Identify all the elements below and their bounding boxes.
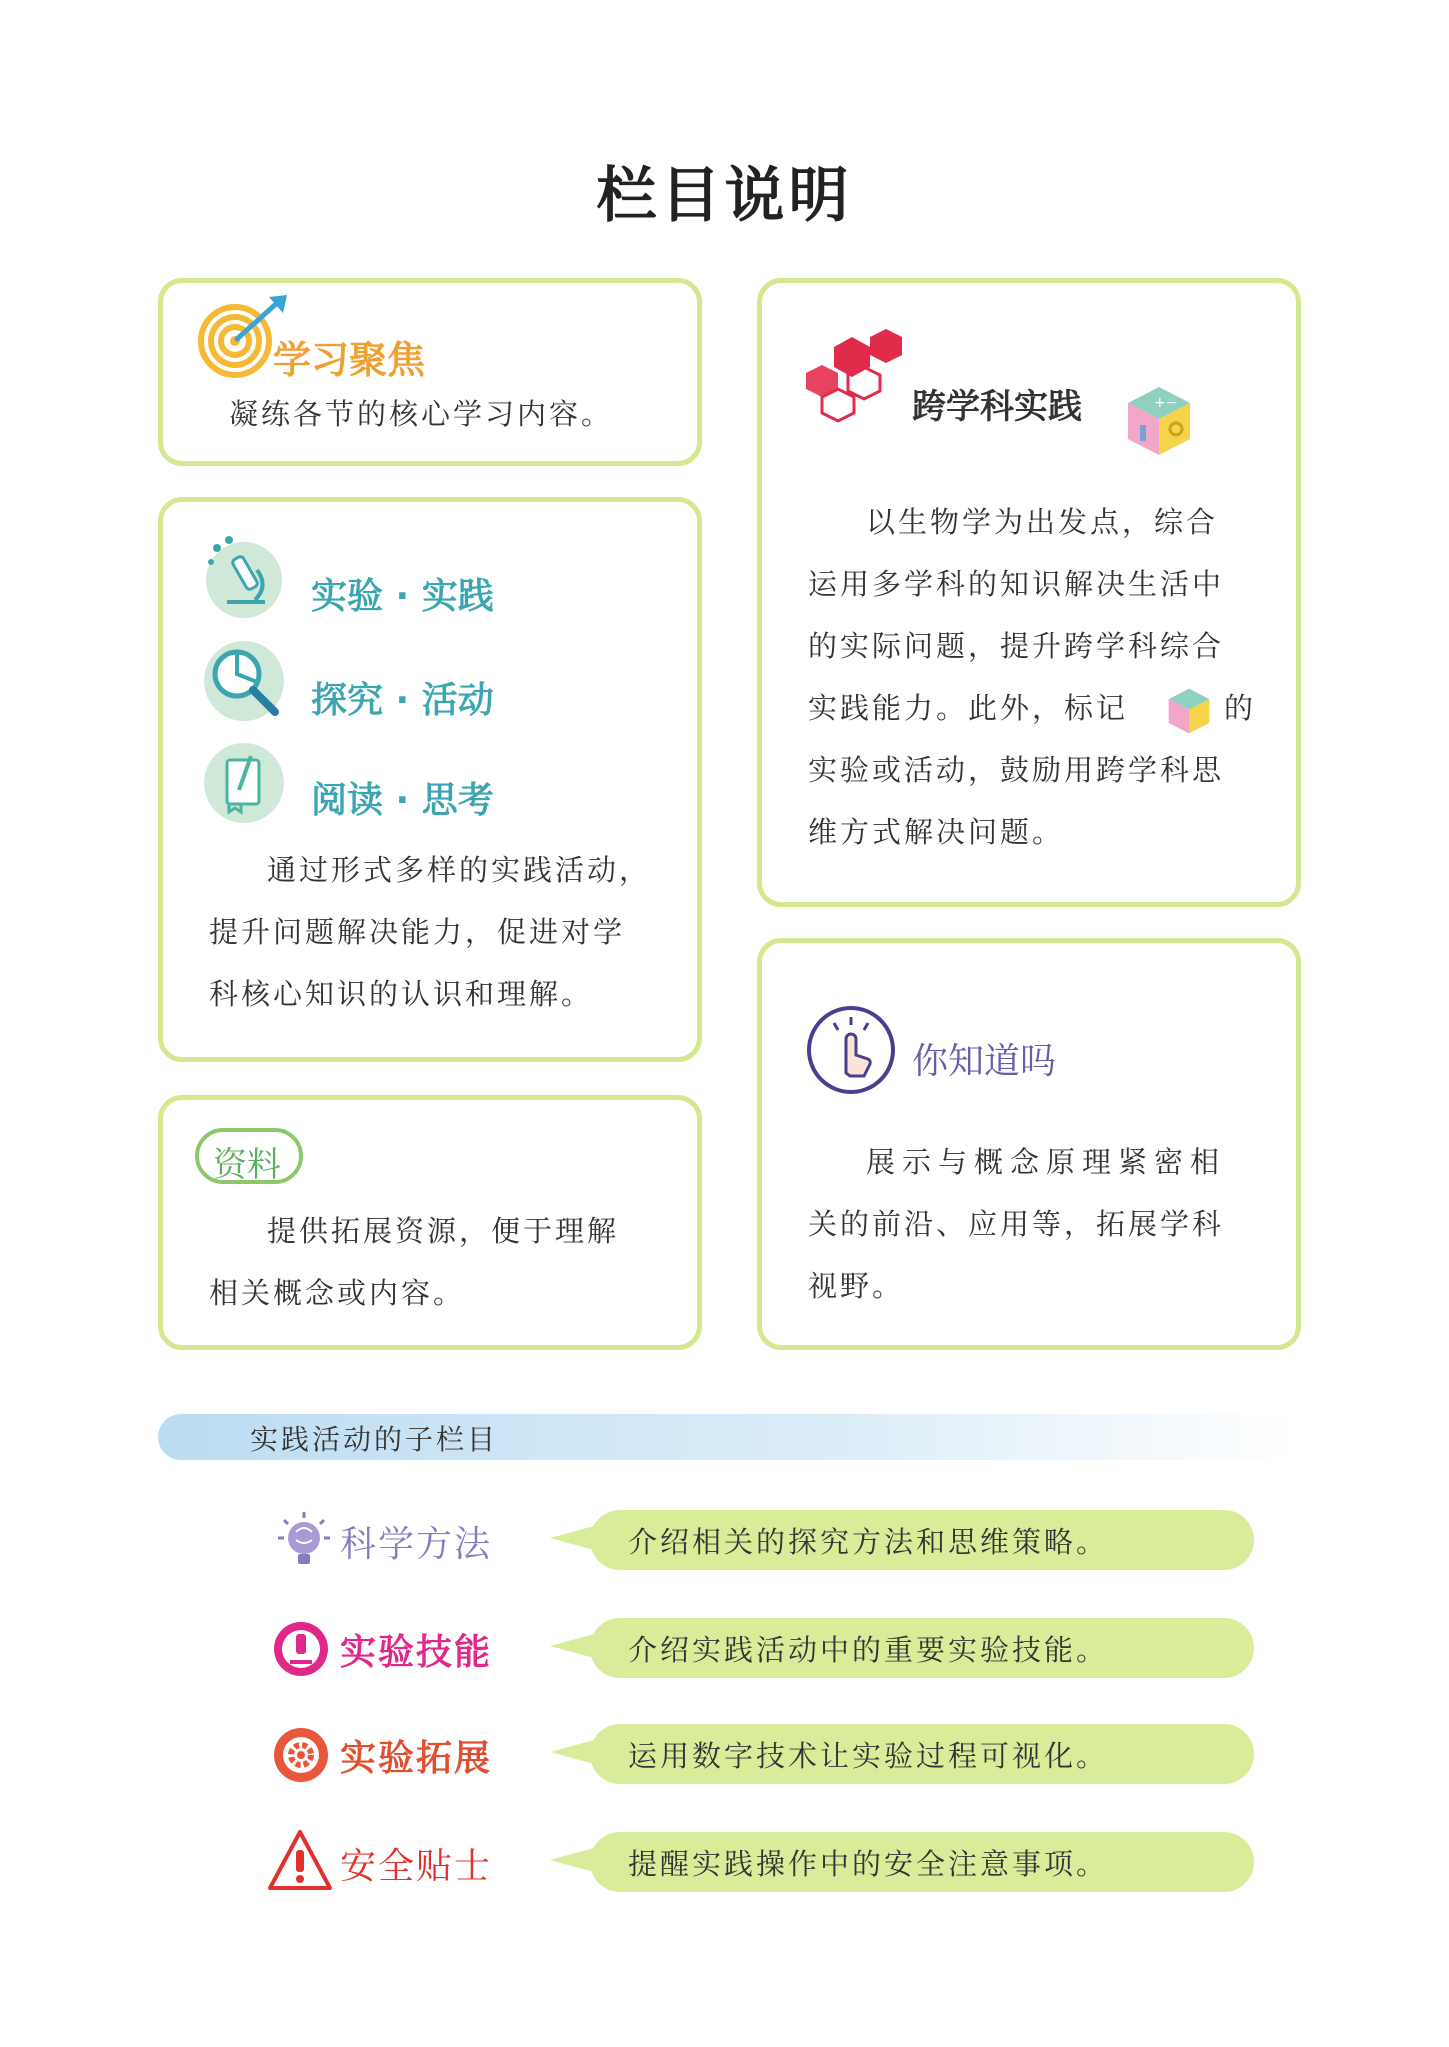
sub-bubble-safety (590, 1832, 1254, 1892)
focus-text: 凝练各节的核心学习内容。 (229, 397, 614, 431)
cross-card (757, 278, 1301, 907)
svg-text:+−: +− (1154, 395, 1178, 411)
sub-bubble-extend (590, 1724, 1254, 1784)
sub-item-method (260, 1510, 1260, 1574)
sub-label-safety: 安全贴士 (340, 1846, 493, 1887)
know-text-3: 视野。 (808, 1269, 905, 1303)
sub-bubble-method (590, 1510, 1254, 1570)
warning-icon (266, 1828, 334, 1892)
material-card (158, 1095, 702, 1350)
know-text-2: 关的前沿、应用等，拓展学科 (808, 1207, 1225, 1241)
focus-heading: 学习聚焦 (273, 338, 426, 382)
sub-item-safety (260, 1832, 1260, 1896)
sub-desc-skill: 介绍实践活动中的重要实验技能。 (628, 1633, 1109, 1667)
book-pen-icon (199, 738, 289, 828)
sub-desc-method: 介绍相关的探究方法和思维策略。 (628, 1525, 1109, 1559)
know-heading: 你知道吗 (912, 1041, 1057, 1082)
know-text-1: 展示与概念原理紧密相 (866, 1145, 1227, 1179)
practice-text-1: 通过形式多样的实践活动， (267, 853, 652, 887)
practice-text-3: 科核心知识的认识和理解。 (209, 977, 594, 1011)
pointer-hand-icon (804, 1003, 898, 1097)
material-badge (195, 1128, 303, 1184)
sub-label-method: 科学方法 (340, 1524, 493, 1565)
practice-text-2: 提升问题解决能力，促进对学 (209, 915, 626, 949)
cross-text-2: 运用多学科的知识解决生活中 (808, 567, 1225, 601)
cross-text-6: 维方式解决问题。 (808, 815, 1065, 849)
practice-item-3: 阅读 · 思考 (311, 780, 494, 821)
sub-label-skill: 实验技能 (340, 1632, 493, 1673)
sub-bubble-skill (590, 1618, 1254, 1678)
hexagon-icon (804, 327, 914, 427)
focus-card (158, 278, 702, 466)
subsection-title: 实践活动的子栏目 (250, 1423, 499, 1456)
cross-text-4a: 实践能力。此外，标记 (808, 691, 1129, 725)
material-text-2: 相关概念或内容。 (209, 1276, 466, 1310)
cross-text-3: 的实际问题，提升跨学科综合 (808, 629, 1225, 663)
cross-text-4b: 的 (1224, 691, 1257, 725)
cross-text-1: 以生物学为出发点，综合 (866, 505, 1219, 539)
cube-icon (1124, 385, 1194, 457)
cube-mark-icon (1166, 687, 1212, 735)
microscope-icon (199, 530, 289, 620)
sub-item-skill (260, 1618, 1260, 1682)
practice-card (158, 497, 702, 1062)
sub-desc-safety: 提醒实践操作中的安全注意事项。 (628, 1847, 1109, 1881)
page-title: 栏目说明 (596, 161, 853, 231)
sub-desc-extend: 运用数字技术让实验过程可视化。 (628, 1739, 1109, 1773)
sub-item-extend (260, 1724, 1260, 1788)
material-heading: 资料 (213, 1145, 281, 1185)
know-card (757, 938, 1301, 1350)
cross-heading: 跨学科实践 (912, 387, 1082, 427)
gear-icon (272, 1726, 330, 1784)
practice-item-1: 实验 · 实践 (311, 576, 494, 617)
lightbulb-brain-icon (272, 1510, 336, 1574)
cross-text-5: 实验或活动，鼓励用跨学科思 (808, 753, 1225, 787)
material-text-1: 提供拓展资源，便于理解 (267, 1214, 620, 1248)
microscope-badge-icon (272, 1620, 330, 1678)
sub-label-extend: 实验拓展 (340, 1738, 493, 1779)
subsection-banner (158, 1414, 1298, 1460)
practice-item-2: 探究 · 活动 (311, 680, 494, 721)
magnifier-icon (199, 636, 289, 726)
